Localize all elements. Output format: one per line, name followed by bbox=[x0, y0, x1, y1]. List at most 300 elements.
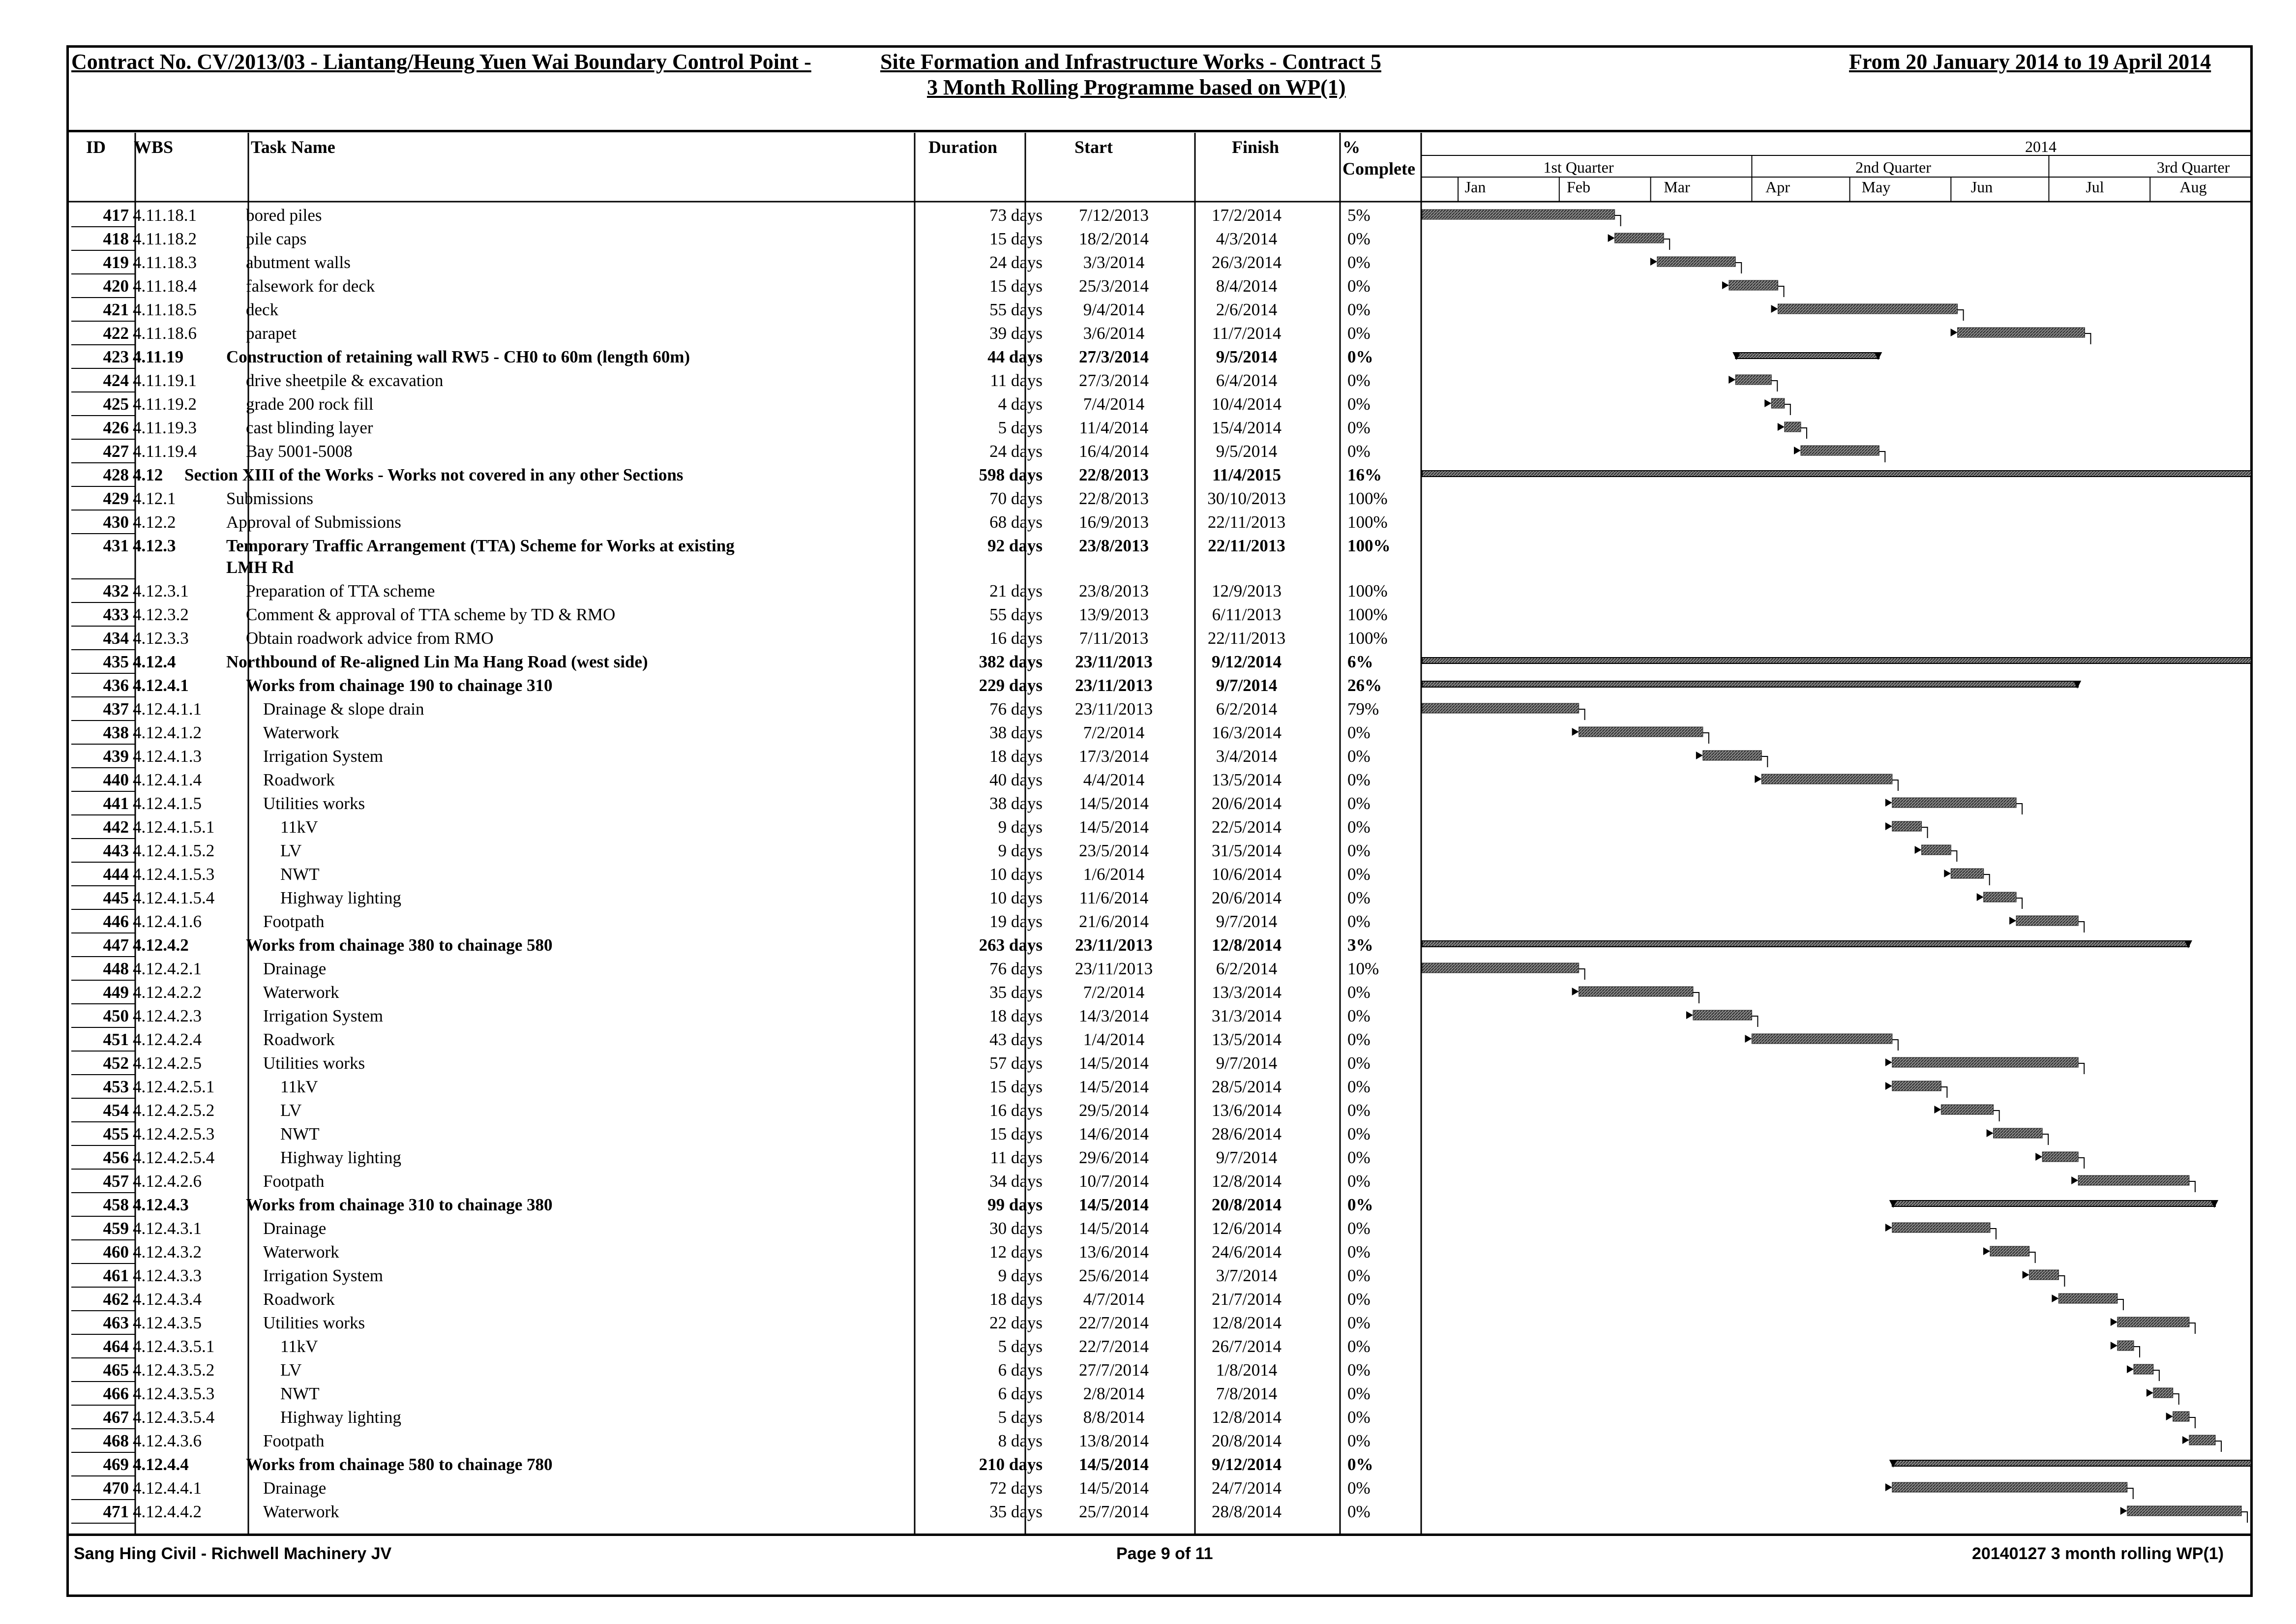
timeline-month-jun: Jun bbox=[1970, 178, 1993, 196]
task-bar bbox=[1579, 987, 1693, 996]
task-duration: 210 days bbox=[979, 1455, 1043, 1474]
task-duration: 15 days bbox=[989, 276, 1043, 296]
col-complete-header: Complete bbox=[1342, 159, 1415, 179]
task-duration: 6 days bbox=[998, 1360, 1043, 1380]
task-wbs: 4.12.4.1.5 bbox=[133, 794, 202, 813]
task-start: 3/6/2014 bbox=[1083, 324, 1145, 343]
task-start: 29/6/2014 bbox=[1079, 1148, 1149, 1167]
task-name: 11kV bbox=[280, 817, 318, 837]
task-finish: 4/3/2014 bbox=[1216, 229, 1278, 248]
task-finish: 7/8/2014 bbox=[1216, 1384, 1278, 1403]
task-id: 433 bbox=[103, 605, 129, 624]
task-name: Works from chainage 580 to chainage 780 bbox=[246, 1455, 553, 1474]
task-name: Waterwork bbox=[263, 723, 339, 742]
task-bar bbox=[1729, 280, 1778, 290]
task-finish: 3/4/2014 bbox=[1216, 747, 1278, 766]
task-name: Works from chainage 190 to chainage 310 bbox=[246, 676, 553, 695]
task-percent-complete: 0% bbox=[1347, 276, 1371, 296]
task-name: NWT bbox=[280, 1384, 320, 1403]
task-finish: 13/5/2014 bbox=[1212, 770, 1282, 789]
task-name: Waterwork bbox=[263, 1242, 339, 1262]
task-percent-complete: 0% bbox=[1347, 1266, 1371, 1285]
task-id: 447 bbox=[103, 935, 129, 955]
task-finish: 8/4/2014 bbox=[1216, 276, 1278, 296]
dependency-arrow bbox=[2111, 1342, 2117, 1350]
task-percent-complete: 0% bbox=[1347, 1455, 1373, 1474]
task-finish: 12/9/2013 bbox=[1212, 581, 1282, 601]
task-finish: 12/6/2014 bbox=[1212, 1219, 1282, 1238]
task-name: NWT bbox=[280, 1124, 320, 1143]
dependency-arrow bbox=[1983, 1247, 1990, 1255]
dependency-connector bbox=[1778, 286, 1784, 297]
task-id: 446 bbox=[103, 912, 129, 931]
task-bar bbox=[1785, 422, 1801, 432]
task-start: 22/8/2013 bbox=[1079, 465, 1149, 484]
task-start: 14/5/2014 bbox=[1079, 1455, 1149, 1474]
task-bar bbox=[2016, 916, 2078, 926]
dependency-connector bbox=[2058, 1276, 2064, 1287]
task-finish: 20/6/2014 bbox=[1212, 794, 1282, 813]
dependency-arrow bbox=[2111, 1318, 2117, 1326]
task-id: 432 bbox=[103, 581, 129, 601]
task-name: Utilities works bbox=[263, 1053, 365, 1073]
task-duration: 55 days bbox=[989, 300, 1043, 319]
task-duration: 22 days bbox=[989, 1313, 1043, 1332]
task-wbs: 4.12.2 bbox=[133, 512, 176, 532]
task-duration: 4 days bbox=[998, 394, 1043, 414]
task-finish: 13/3/2014 bbox=[1212, 983, 1282, 1002]
dependency-connector bbox=[2085, 333, 2090, 344]
col-pct-header: % bbox=[1342, 137, 1360, 157]
task-wbs: 4.11.18.3 bbox=[133, 253, 197, 272]
dependency-connector bbox=[1735, 263, 1741, 273]
task-start: 29/5/2014 bbox=[1079, 1101, 1149, 1120]
task-id: 445 bbox=[103, 888, 129, 907]
task-duration: 92 days bbox=[987, 536, 1043, 555]
task-bar bbox=[1801, 446, 1879, 455]
task-finish: 1/8/2014 bbox=[1216, 1360, 1278, 1380]
task-finish: 17/2/2014 bbox=[1212, 206, 1282, 225]
dependency-connector bbox=[2153, 1370, 2159, 1381]
task-start: 3/3/2014 bbox=[1083, 253, 1145, 272]
task-duration: 18 days bbox=[989, 747, 1043, 766]
task-id: 438 bbox=[103, 723, 129, 742]
dependency-arrow bbox=[1686, 1011, 1693, 1019]
task-finish: 6/2/2014 bbox=[1216, 959, 1278, 978]
task-id: 462 bbox=[103, 1290, 129, 1309]
dependency-connector bbox=[1579, 709, 1585, 720]
task-wbs: 4.12.4.4 bbox=[133, 1455, 189, 1474]
col-start-header: Start bbox=[1074, 137, 1113, 157]
task-id: 464 bbox=[103, 1337, 129, 1356]
task-name-continued: LMH Rd bbox=[226, 558, 294, 577]
dependency-arrow bbox=[1729, 376, 1735, 384]
task-percent-complete: 0% bbox=[1347, 983, 1371, 1002]
task-id: 425 bbox=[103, 394, 129, 414]
task-name: Utilities works bbox=[263, 1313, 365, 1332]
task-wbs: 4.12 bbox=[133, 465, 163, 484]
task-bar bbox=[1422, 963, 1579, 973]
task-wbs: 4.12.4.1.5.1 bbox=[133, 817, 215, 837]
task-finish: 28/8/2014 bbox=[1212, 1502, 1282, 1521]
task-duration: 40 days bbox=[989, 770, 1043, 789]
task-percent-complete: 0% bbox=[1347, 865, 1371, 884]
task-name: Drainage & slope drain bbox=[263, 699, 424, 719]
task-id: 426 bbox=[103, 418, 129, 437]
task-name: Temporary Traffic Arrangement (TTA) Scheme for Works at existing bbox=[226, 536, 735, 555]
dependency-connector bbox=[2016, 898, 2022, 909]
task-wbs: 4.12.4.2.5.3 bbox=[133, 1124, 215, 1143]
col-duration-header: Duration bbox=[928, 137, 998, 157]
dependency-connector bbox=[1785, 404, 1790, 415]
task-start: 25/7/2014 bbox=[1079, 1502, 1149, 1521]
task-start: 23/11/2013 bbox=[1075, 935, 1153, 955]
task-start: 23/11/2013 bbox=[1075, 652, 1153, 671]
dependency-arrow bbox=[2023, 1271, 2029, 1279]
footer-divider bbox=[66, 1534, 2253, 1536]
dependency-arrow bbox=[1608, 234, 1615, 242]
dependency-connector bbox=[1761, 756, 1767, 767]
task-percent-complete: 79% bbox=[1347, 699, 1379, 719]
task-id: 466 bbox=[103, 1384, 129, 1403]
task-wbs: 4.12.4.1.1 bbox=[133, 699, 202, 719]
task-name: pile caps bbox=[246, 229, 307, 248]
task-duration: 35 days bbox=[989, 983, 1043, 1002]
task-duration: 39 days bbox=[989, 324, 1043, 343]
task-name: Footpath bbox=[263, 1172, 325, 1191]
task-wbs: 4.12.4.1.2 bbox=[133, 723, 202, 742]
task-finish: 13/6/2014 bbox=[1212, 1101, 1282, 1120]
dependency-connector bbox=[1693, 992, 1699, 1003]
task-finish: 9/5/2014 bbox=[1216, 442, 1278, 461]
task-start: 23/11/2013 bbox=[1074, 959, 1153, 978]
task-duration: 30 days bbox=[989, 1219, 1043, 1238]
task-finish: 22/11/2013 bbox=[1208, 536, 1285, 555]
dependency-arrow bbox=[1771, 305, 1778, 313]
dependency-connector bbox=[1941, 1087, 1947, 1098]
task-bar bbox=[1422, 703, 1579, 713]
timeline-quarter-3: 3rd Quarter bbox=[2156, 158, 2230, 176]
col-id-header: ID bbox=[86, 137, 106, 157]
task-wbs: 4.12.4.3.4 bbox=[133, 1290, 202, 1309]
task-wbs: 4.12.4.1 bbox=[133, 676, 189, 695]
task-duration: 72 days bbox=[989, 1478, 1043, 1498]
task-finish: 6/11/2013 bbox=[1212, 605, 1282, 624]
task-wbs: 4.12.4.1.6 bbox=[133, 912, 202, 931]
task-name: Irrigation System bbox=[263, 1006, 383, 1025]
task-name: bored piles bbox=[246, 206, 322, 225]
task-wbs: 4.11.18.1 bbox=[133, 206, 197, 225]
dependency-arrow bbox=[2120, 1507, 2127, 1515]
contract-title: Contract No. CV/2013/03 - Liantang/Heung Yuen Wai Boundary Control Point - bbox=[71, 50, 811, 74]
task-bar bbox=[2173, 1412, 2189, 1421]
task-finish: 26/3/2014 bbox=[1212, 253, 1282, 272]
task-wbs: 4.12.4.2.5 bbox=[133, 1053, 202, 1073]
task-bar bbox=[1693, 1010, 1752, 1020]
dependency-arrow bbox=[2052, 1294, 2058, 1302]
task-id: 453 bbox=[103, 1077, 129, 1096]
dependency-arrow bbox=[1885, 1483, 1892, 1491]
dependency-arrow bbox=[1987, 1129, 1994, 1137]
task-start: 25/6/2014 bbox=[1079, 1266, 1149, 1285]
task-id: 454 bbox=[103, 1101, 129, 1120]
task-name: 11kV bbox=[280, 1077, 318, 1096]
task-id: 418 bbox=[103, 229, 129, 248]
dependency-arrow bbox=[1722, 281, 1729, 289]
task-start: 27/7/2014 bbox=[1079, 1360, 1149, 1380]
dependency-arrow bbox=[1915, 846, 1922, 854]
task-id: 469 bbox=[103, 1455, 129, 1474]
period-title: From 20 January 2014 to 19 April 2014 bbox=[1849, 50, 2211, 74]
dependency-arrow bbox=[1951, 329, 1958, 336]
dependency-connector bbox=[1951, 851, 1957, 862]
task-id: 439 bbox=[103, 747, 129, 766]
timeline-quarter-2: 2nd Quarter bbox=[1855, 158, 1931, 176]
task-percent-complete: 0% bbox=[1347, 1313, 1371, 1332]
task-duration: 15 days bbox=[989, 1077, 1043, 1096]
task-id: 460 bbox=[103, 1242, 129, 1262]
task-start: 27/3/2014 bbox=[1079, 347, 1149, 366]
task-start: 22/7/2014 bbox=[1079, 1313, 1149, 1332]
task-duration: 16 days bbox=[989, 629, 1043, 648]
summary-bar bbox=[1422, 471, 2251, 477]
task-start: 7/2/2014 bbox=[1083, 723, 1145, 742]
task-percent-complete: 0% bbox=[1347, 1030, 1371, 1049]
task-duration: 9 days bbox=[998, 1266, 1043, 1285]
task-percent-complete: 0% bbox=[1347, 324, 1371, 343]
task-id: 424 bbox=[103, 371, 129, 390]
task-bar bbox=[1941, 1105, 1993, 1114]
task-start: 7/12/2013 bbox=[1079, 206, 1149, 225]
task-percent-complete: 0% bbox=[1347, 229, 1371, 248]
task-start: 14/5/2014 bbox=[1079, 1219, 1149, 1238]
task-id: 452 bbox=[103, 1053, 129, 1073]
task-bar bbox=[1922, 845, 1951, 855]
task-bar bbox=[1994, 1128, 2043, 1138]
task-id: 459 bbox=[103, 1219, 129, 1238]
task-id: 467 bbox=[103, 1408, 129, 1427]
dependency-connector bbox=[1922, 827, 1928, 838]
task-duration: 76 days bbox=[989, 699, 1043, 719]
dependency-arrow bbox=[1650, 258, 1657, 266]
task-bar bbox=[2189, 1435, 2215, 1445]
task-wbs: 4.12.4.2.5.1 bbox=[133, 1077, 215, 1096]
dependency-connector bbox=[2173, 1394, 2179, 1405]
task-finish: 12/8/2014 bbox=[1212, 1172, 1282, 1191]
task-name: Comment & approval of TTA scheme by TD & RMO bbox=[246, 605, 616, 624]
dependency-connector bbox=[1879, 451, 1885, 462]
task-duration: 57 days bbox=[989, 1053, 1043, 1073]
task-start: 21/6/2014 bbox=[1079, 912, 1149, 931]
dependency-arrow bbox=[1696, 752, 1703, 759]
task-percent-complete: 0% bbox=[1347, 1124, 1371, 1143]
task-percent-complete: 0% bbox=[1347, 1290, 1371, 1309]
task-percent-complete: 0% bbox=[1347, 418, 1371, 437]
dependency-connector bbox=[1984, 874, 1990, 885]
task-wbs: 4.12.4.4.2 bbox=[133, 1502, 202, 1521]
task-bar bbox=[1735, 375, 1771, 385]
task-bar bbox=[1892, 821, 1922, 831]
task-start: 18/2/2014 bbox=[1079, 229, 1149, 248]
task-start: 23/11/2013 bbox=[1074, 699, 1153, 719]
task-finish: 31/3/2014 bbox=[1212, 1006, 1282, 1025]
dependency-connector bbox=[1579, 969, 1585, 980]
task-bar bbox=[1990, 1246, 2029, 1256]
dependency-connector bbox=[2134, 1347, 2140, 1357]
task-wbs: 4.12.4.1.5.3 bbox=[133, 865, 215, 884]
task-id: 420 bbox=[103, 276, 129, 296]
task-wbs: 4.12.4.3.5 bbox=[133, 1313, 202, 1332]
task-wbs: 4.12.4.1.4 bbox=[133, 770, 202, 789]
task-start: 13/8/2014 bbox=[1079, 1431, 1149, 1450]
task-id: 428 bbox=[103, 465, 129, 484]
task-bar bbox=[1752, 1034, 1892, 1044]
task-wbs: 4.12.4.2.1 bbox=[133, 959, 202, 978]
task-finish: 30/10/2013 bbox=[1207, 489, 1286, 508]
task-wbs: 4.11.19.2 bbox=[133, 394, 197, 414]
dependency-arrow bbox=[1944, 870, 1951, 877]
col-task-header: Task Name bbox=[251, 137, 335, 157]
task-wbs: 4.12.4 bbox=[133, 652, 176, 671]
task-finish: 13/5/2014 bbox=[1212, 1030, 1282, 1049]
task-percent-complete: 0% bbox=[1347, 1384, 1371, 1403]
task-name: abutment walls bbox=[246, 253, 351, 272]
task-start: 8/8/2014 bbox=[1083, 1408, 1145, 1427]
task-finish: 10/6/2014 bbox=[1212, 865, 1282, 884]
task-name: Drainage bbox=[263, 1219, 327, 1238]
task-percent-complete: 0% bbox=[1347, 888, 1371, 907]
task-finish: 20/8/2014 bbox=[1212, 1195, 1282, 1214]
task-name: Irrigation System bbox=[263, 1266, 383, 1285]
task-bar bbox=[2117, 1341, 2134, 1351]
task-name: Preparation of TTA scheme bbox=[246, 581, 435, 601]
task-percent-complete: 0% bbox=[1347, 347, 1373, 366]
task-name: Northbound of Re-aligned Lin Ma Hang Road (west side) bbox=[226, 652, 648, 671]
task-wbs: 4.12.3.2 bbox=[133, 605, 189, 624]
task-duration: 43 days bbox=[989, 1030, 1043, 1049]
task-duration: 55 days bbox=[989, 605, 1043, 624]
task-duration: 34 days bbox=[989, 1172, 1043, 1191]
task-bar bbox=[2117, 1317, 2189, 1327]
summary-bar bbox=[1422, 941, 2189, 947]
task-duration: 44 days bbox=[987, 347, 1043, 366]
task-name: Roadwork bbox=[263, 1290, 335, 1309]
task-id: 442 bbox=[103, 817, 129, 837]
task-finish: 3/7/2014 bbox=[1216, 1266, 1278, 1285]
dependency-arrow bbox=[1885, 799, 1892, 807]
task-id: 441 bbox=[103, 794, 129, 813]
task-percent-complete: 0% bbox=[1347, 1006, 1371, 1025]
dependency-connector bbox=[2127, 1488, 2133, 1499]
task-wbs: 4.12.4.1.3 bbox=[133, 747, 202, 766]
task-duration: 24 days bbox=[989, 442, 1043, 461]
dependency-arrow bbox=[1755, 775, 1761, 783]
task-bar bbox=[1892, 798, 2016, 808]
task-name: LV bbox=[280, 1101, 302, 1120]
task-finish: 9/7/2014 bbox=[1216, 1053, 1278, 1073]
task-name: LV bbox=[280, 1360, 302, 1380]
task-finish: 12/8/2014 bbox=[1212, 1313, 1282, 1332]
task-id: 457 bbox=[103, 1172, 129, 1191]
dependency-arrow bbox=[1745, 1035, 1752, 1043]
task-finish: 9/12/2014 bbox=[1212, 652, 1282, 671]
task-duration: 5 days bbox=[998, 1337, 1043, 1356]
task-percent-complete: 0% bbox=[1347, 1053, 1371, 1073]
task-bar bbox=[1778, 304, 1958, 314]
task-name: Footpath bbox=[263, 1431, 325, 1450]
task-wbs: 4.11.19.4 bbox=[133, 442, 197, 461]
task-bar bbox=[1892, 1482, 2127, 1492]
task-id: 450 bbox=[103, 1006, 129, 1025]
task-id: 444 bbox=[103, 865, 129, 884]
task-name: Obtain roadwork advice from RMO bbox=[246, 629, 494, 648]
task-percent-complete: 0% bbox=[1347, 912, 1371, 931]
task-percent-complete: 0% bbox=[1347, 371, 1371, 390]
task-duration: 18 days bbox=[989, 1290, 1043, 1309]
dependency-connector bbox=[1892, 1040, 1898, 1051]
task-wbs: 4.12.4.4.1 bbox=[133, 1478, 202, 1498]
task-percent-complete: 100% bbox=[1347, 489, 1388, 508]
task-duration: 5 days bbox=[998, 418, 1043, 437]
dependency-connector bbox=[1752, 1016, 1758, 1027]
task-name: falsework for deck bbox=[246, 276, 375, 296]
task-duration: 73 days bbox=[989, 206, 1043, 225]
task-duration: 18 days bbox=[989, 1006, 1043, 1025]
timeline-month-may: May bbox=[1861, 178, 1891, 196]
task-duration: 598 days bbox=[979, 465, 1043, 484]
task-name: LV bbox=[280, 841, 302, 860]
task-wbs: 4.12.4.2.2 bbox=[133, 983, 202, 1002]
task-percent-complete: 0% bbox=[1347, 442, 1371, 461]
task-finish: 6/4/2014 bbox=[1216, 371, 1278, 390]
task-bar bbox=[2127, 1506, 2241, 1516]
task-percent-complete: 0% bbox=[1347, 1077, 1371, 1096]
dependency-connector bbox=[2189, 1417, 2195, 1428]
task-wbs: 4.11.19.3 bbox=[133, 418, 197, 437]
task-duration: 15 days bbox=[989, 1124, 1043, 1143]
task-name: Bay 5001-5008 bbox=[246, 442, 353, 461]
task-percent-complete: 0% bbox=[1347, 723, 1371, 742]
task-finish: 11/4/2015 bbox=[1212, 465, 1282, 484]
task-percent-complete: 0% bbox=[1347, 817, 1371, 837]
dependency-arrow bbox=[2071, 1176, 2078, 1184]
task-bar bbox=[1892, 1081, 1941, 1091]
task-percent-complete: 0% bbox=[1347, 1431, 1371, 1450]
task-duration: 35 days bbox=[989, 1502, 1043, 1521]
task-id: 434 bbox=[103, 629, 129, 648]
dependency-arrow bbox=[1778, 423, 1785, 431]
task-percent-complete: 0% bbox=[1347, 1195, 1373, 1214]
task-id: 435 bbox=[103, 652, 129, 671]
task-bar bbox=[2058, 1293, 2117, 1303]
summary-bar bbox=[1892, 1201, 2215, 1206]
dependency-connector bbox=[1771, 381, 1777, 391]
task-bar bbox=[1958, 328, 2085, 337]
footer-page: Page 9 of 11 bbox=[1116, 1544, 1213, 1563]
task-start: 22/7/2014 bbox=[1079, 1337, 1149, 1356]
task-start: 2/8/2014 bbox=[1083, 1384, 1145, 1403]
task-percent-complete: 0% bbox=[1347, 1337, 1371, 1356]
task-wbs: 4.12.4.2.3 bbox=[133, 1006, 202, 1025]
task-name: cast blinding layer bbox=[246, 418, 373, 437]
task-duration: 21 days bbox=[989, 581, 1043, 601]
task-bar bbox=[2153, 1388, 2173, 1398]
task-name: Works from chainage 380 to chainage 580 bbox=[246, 935, 553, 955]
task-duration: 9 days bbox=[998, 841, 1043, 860]
task-bar bbox=[2134, 1364, 2153, 1374]
task-name: Footpath bbox=[263, 912, 325, 931]
dependency-arrow bbox=[2127, 1365, 2134, 1373]
